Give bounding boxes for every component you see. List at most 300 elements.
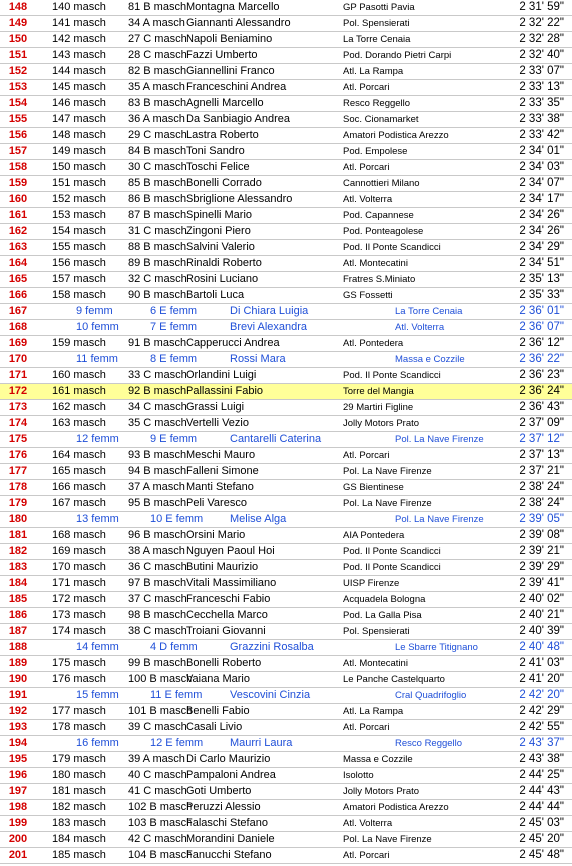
club-cell: Atl. Volterra xyxy=(395,322,445,333)
category-rank-cell: 31 C masch xyxy=(128,225,187,237)
result-row xyxy=(0,464,572,480)
athlete-name-cell: Meschi Mauro xyxy=(186,449,256,461)
club-cell: Atl. Porcari xyxy=(343,82,390,93)
category-rank-cell: 8 E femm xyxy=(150,353,198,365)
result-row xyxy=(0,512,572,528)
gender-rank-cell: 174 masch xyxy=(52,625,106,637)
result-row xyxy=(0,480,572,496)
position-cell: 171 xyxy=(8,369,28,381)
gender-rank-cell: 150 masch xyxy=(52,161,106,173)
position-cell: 177 xyxy=(8,465,28,477)
position-cell: 158 xyxy=(8,161,28,173)
position-cell: 163 xyxy=(8,241,28,253)
gender-rank-cell: 16 femm xyxy=(76,737,119,749)
finish-time-cell: 2 31' 59" xyxy=(519,1,564,13)
position-cell: 159 xyxy=(8,177,28,189)
gender-rank-cell: 149 masch xyxy=(52,145,106,157)
athlete-name-cell: Montagna Marcello xyxy=(186,1,280,13)
category-rank-cell: 104 B masch xyxy=(128,849,193,861)
athlete-name-cell: Fanucchi Stefano xyxy=(186,849,272,861)
finish-time-cell: 2 36' 24" xyxy=(519,385,564,397)
category-rank-cell: 92 B masch xyxy=(128,385,187,397)
result-row xyxy=(0,528,572,544)
athlete-name-cell: Di Chiara Luigia xyxy=(230,305,309,317)
position-cell: 157 xyxy=(8,145,28,157)
category-rank-cell: 98 B masch xyxy=(128,609,187,621)
position-cell: 165 xyxy=(8,273,28,285)
athlete-name-cell: Franceschini Andrea xyxy=(186,81,287,93)
finish-time-cell: 2 34' 17" xyxy=(519,193,564,205)
finish-time-cell: 2 39' 05" xyxy=(519,513,564,525)
athlete-name-cell: Zingoni Piero xyxy=(186,225,251,237)
gender-rank-cell: 140 masch xyxy=(52,1,106,13)
athlete-name-cell: Troiani Giovanni xyxy=(186,625,266,637)
gender-rank-cell: 163 masch xyxy=(52,417,106,429)
finish-time-cell: 2 37' 13" xyxy=(519,449,564,461)
position-cell: 197 xyxy=(8,785,28,797)
finish-time-cell: 2 39' 29" xyxy=(519,561,564,573)
athlete-name-cell: Melise Alga xyxy=(230,513,287,525)
finish-time-cell: 2 38' 24" xyxy=(519,481,564,493)
position-cell: 161 xyxy=(8,209,28,221)
finish-time-cell: 2 33' 13" xyxy=(519,81,564,93)
finish-time-cell: 2 44' 25" xyxy=(519,769,564,781)
position-cell: 150 xyxy=(8,33,28,45)
gender-rank-cell: 171 masch xyxy=(52,577,106,589)
result-row xyxy=(0,240,572,256)
finish-time-cell: 2 43' 37" xyxy=(519,737,564,749)
athlete-name-cell: Grassi Luigi xyxy=(186,401,245,413)
position-cell: 152 xyxy=(8,65,28,77)
result-row xyxy=(0,128,572,144)
category-rank-cell: 39 A masch xyxy=(128,753,185,765)
club-cell: Atl. Montecatini xyxy=(343,258,408,269)
category-rank-cell: 90 B masch xyxy=(128,289,187,301)
position-cell: 200 xyxy=(8,833,28,845)
athlete-name-cell: Pampaloni Andrea xyxy=(186,769,276,781)
position-cell: 156 xyxy=(8,129,28,141)
athlete-name-cell: Lastra Roberto xyxy=(186,129,259,141)
gender-rank-cell: 165 masch xyxy=(52,465,106,477)
athlete-name-cell: Orsini Mario xyxy=(186,529,246,541)
position-cell: 180 xyxy=(8,513,28,525)
athlete-name-cell: Toni Sandro xyxy=(186,145,245,157)
category-rank-cell: 33 C masch xyxy=(128,369,187,381)
category-rank-cell: 37 A masch xyxy=(128,481,185,493)
category-rank-cell: 85 B masch xyxy=(128,177,187,189)
club-cell: La Torre Cenaia xyxy=(395,306,463,317)
athlete-name-cell: Vaiana Mario xyxy=(186,673,250,685)
finish-time-cell: 2 34' 01" xyxy=(519,145,564,157)
position-cell: 169 xyxy=(8,337,28,349)
club-cell: Resco Reggello xyxy=(395,738,463,749)
gender-rank-cell: 167 masch xyxy=(52,497,106,509)
finish-time-cell: 2 40' 21" xyxy=(519,609,564,621)
position-cell: 192 xyxy=(8,705,28,717)
athlete-name-cell: Falaschi Stefano xyxy=(186,817,268,829)
gender-rank-cell: 184 masch xyxy=(52,833,106,845)
club-cell: Jolly Motors Prato xyxy=(343,418,420,429)
club-cell: Massa e Cozzile xyxy=(343,754,413,765)
gender-rank-cell: 148 masch xyxy=(52,129,106,141)
category-rank-cell: 4 D femm xyxy=(150,641,198,653)
athlete-name-cell: Capperucci Andrea xyxy=(186,337,280,349)
club-cell: Pod. Il Ponte Scandicci xyxy=(343,546,441,557)
category-rank-cell: 6 E femm xyxy=(150,305,198,317)
result-row xyxy=(0,400,572,416)
club-cell: Cral Quadrifoglio xyxy=(395,690,467,701)
category-rank-cell: 36 A masch xyxy=(128,113,185,125)
category-rank-cell: 88 B masch xyxy=(128,241,187,253)
category-rank-cell: 40 C masch xyxy=(128,769,187,781)
position-cell: 188 xyxy=(8,641,28,653)
club-cell: Atl. Pontedera xyxy=(343,338,404,349)
category-rank-cell: 9 E femm xyxy=(150,433,198,445)
category-rank-cell: 38 C masch xyxy=(128,625,187,637)
result-row xyxy=(0,608,572,624)
club-cell: Atl. Volterra xyxy=(343,818,393,829)
position-cell: 154 xyxy=(8,97,28,109)
finish-time-cell: 2 34' 26" xyxy=(519,225,564,237)
result-row xyxy=(0,32,572,48)
result-row xyxy=(0,432,572,448)
result-row xyxy=(0,736,572,752)
gender-rank-cell: 175 masch xyxy=(52,657,106,669)
club-cell: Acquadela Bologna xyxy=(343,594,426,605)
club-cell: Pol. Spensierati xyxy=(343,626,410,637)
category-rank-cell: 96 B masch xyxy=(128,529,187,541)
finish-time-cell: 2 36' 12" xyxy=(519,337,564,349)
category-rank-cell: 28 C masch xyxy=(128,49,187,61)
athlete-name-cell: Fazzi Umberto xyxy=(186,49,258,61)
category-rank-cell: 102 B masch xyxy=(128,801,193,813)
club-cell: Atl. Porcari xyxy=(343,722,390,733)
result-row xyxy=(0,256,572,272)
finish-time-cell: 2 35' 33" xyxy=(519,289,564,301)
position-cell: 190 xyxy=(8,673,28,685)
result-row xyxy=(0,368,572,384)
gender-rank-cell: 11 femm xyxy=(76,353,118,365)
position-cell: 172 xyxy=(8,385,28,397)
gender-rank-cell: 185 masch xyxy=(52,849,106,861)
gender-rank-cell: 157 masch xyxy=(52,273,106,285)
result-row xyxy=(0,832,572,848)
result-row xyxy=(0,784,572,800)
athlete-name-cell: Orlandini Luigi xyxy=(186,369,257,381)
gender-rank-cell: 160 masch xyxy=(52,369,106,381)
club-cell: Jolly Motors Prato xyxy=(343,786,420,797)
club-cell: Pod. Il Ponte Scandicci xyxy=(343,562,441,573)
category-rank-cell: 95 B masch xyxy=(128,497,187,509)
gender-rank-cell: 14 femm xyxy=(76,641,119,653)
position-cell: 184 xyxy=(8,577,28,589)
finish-time-cell: 2 32' 22" xyxy=(519,17,564,29)
category-rank-cell: 89 B masch xyxy=(128,257,187,269)
gender-rank-cell: 156 masch xyxy=(52,257,106,269)
gender-rank-cell: 143 masch xyxy=(52,49,106,61)
result-row xyxy=(0,496,572,512)
athlete-name-cell: Butini Maurizio xyxy=(186,561,259,573)
category-rank-cell: 101 B masch xyxy=(128,705,193,717)
finish-time-cell: 2 33' 35" xyxy=(519,97,564,109)
club-cell: Soc. Cionamarket xyxy=(343,114,419,125)
result-row xyxy=(0,544,572,560)
result-row xyxy=(0,848,572,864)
club-cell: Pol. La Nave Firenze xyxy=(343,498,432,509)
position-cell: 196 xyxy=(8,769,28,781)
finish-time-cell: 2 36' 01" xyxy=(519,305,564,317)
result-row xyxy=(0,448,572,464)
club-cell: Cannottieri Milano xyxy=(343,178,420,189)
category-rank-cell: 97 B masch xyxy=(128,577,187,589)
gender-rank-cell: 155 masch xyxy=(52,241,106,253)
athlete-name-cell: Vertelli Vezio xyxy=(186,417,249,429)
finish-time-cell: 2 37' 12" xyxy=(519,433,564,445)
athlete-name-cell: Rossi Mara xyxy=(230,353,286,365)
category-rank-cell: 84 B masch xyxy=(128,145,187,157)
club-cell: Atl. Porcari xyxy=(343,850,390,861)
finish-time-cell: 2 36' 22" xyxy=(519,353,564,365)
position-cell: 194 xyxy=(8,737,28,749)
position-cell: 182 xyxy=(8,545,28,557)
category-rank-cell: 29 C masch xyxy=(128,129,187,141)
athlete-name-cell: Maurri Laura xyxy=(230,737,293,749)
category-rank-cell: 32 C masch xyxy=(128,273,187,285)
category-rank-cell: 94 B masch xyxy=(128,465,187,477)
club-cell: Massa e Cozzile xyxy=(395,354,465,365)
position-cell: 198 xyxy=(8,801,28,813)
position-cell: 193 xyxy=(8,721,28,733)
gender-rank-cell: 153 masch xyxy=(52,209,106,221)
result-row xyxy=(0,208,572,224)
club-cell: Isolotto xyxy=(343,770,374,781)
finish-time-cell: 2 37' 09" xyxy=(519,417,564,429)
position-cell: 168 xyxy=(8,321,28,333)
athlete-name-cell: Grazzini Rosalba xyxy=(230,641,314,653)
position-cell: 151 xyxy=(8,49,28,61)
club-cell: Pol. La Nave Firenze xyxy=(343,834,432,845)
position-cell: 189 xyxy=(8,657,28,669)
club-cell: Fratres S.Miniato xyxy=(343,274,416,285)
category-rank-cell: 10 E femm xyxy=(150,513,204,525)
result-row xyxy=(0,416,572,432)
athlete-name-cell: Bonelli Roberto xyxy=(186,657,262,669)
position-cell: 191 xyxy=(8,689,28,701)
athlete-name-cell: Casali Livio xyxy=(186,721,243,733)
result-row xyxy=(0,656,572,672)
category-rank-cell: 37 C masch xyxy=(128,593,187,605)
club-cell: Pod. La Galla Pisa xyxy=(343,610,422,621)
category-rank-cell: 34 C masch xyxy=(128,401,187,413)
gender-rank-cell: 12 femm xyxy=(76,433,119,445)
finish-time-cell: 2 33' 07" xyxy=(519,65,564,77)
category-rank-cell: 100 B masch xyxy=(128,673,193,685)
athlete-name-cell: Giannanti Alessandro xyxy=(186,17,291,29)
gender-rank-cell: 173 masch xyxy=(52,609,106,621)
athlete-name-cell: Peli Varesco xyxy=(186,497,247,509)
position-cell: 185 xyxy=(8,593,28,605)
club-cell: Pod. Capannese xyxy=(343,210,414,221)
finish-time-cell: 2 40' 39" xyxy=(519,625,564,637)
result-row xyxy=(0,720,572,736)
result-row xyxy=(0,592,572,608)
result-row xyxy=(0,336,572,352)
athlete-name-cell: Vescovini Cinzia xyxy=(230,689,311,701)
gender-rank-cell: 166 masch xyxy=(52,481,106,493)
finish-time-cell: 2 43' 38" xyxy=(519,753,564,765)
athlete-name-cell: Toschi Felice xyxy=(186,161,250,173)
position-cell: 178 xyxy=(8,481,28,493)
club-cell: GS Fossetti xyxy=(343,290,393,301)
club-cell: Amatori Podistica Arezzo xyxy=(343,130,449,141)
result-row xyxy=(0,0,572,16)
finish-time-cell: 2 32' 40" xyxy=(519,49,564,61)
athlete-name-cell: Sbriglione Alessandro xyxy=(186,193,293,205)
category-rank-cell: 11 E femm xyxy=(150,689,203,701)
result-row xyxy=(0,352,572,368)
finish-time-cell: 2 45' 48" xyxy=(519,849,564,861)
position-cell: 199 xyxy=(8,817,28,829)
finish-time-cell: 2 44' 43" xyxy=(519,785,564,797)
gender-rank-cell: 170 masch xyxy=(52,561,106,573)
athlete-name-cell: Di Carlo Maurizio xyxy=(186,753,271,765)
finish-time-cell: 2 42' 29" xyxy=(519,705,564,717)
finish-time-cell: 2 42' 55" xyxy=(519,721,564,733)
result-row xyxy=(0,112,572,128)
finish-time-cell: 2 39' 41" xyxy=(519,577,564,589)
club-cell: Pod. Dorando Pietri Carpi xyxy=(343,50,452,61)
position-cell: 174 xyxy=(8,417,28,429)
result-row xyxy=(0,320,572,336)
gender-rank-cell: 151 masch xyxy=(52,177,106,189)
club-cell: UISP Firenze xyxy=(343,578,400,589)
gender-rank-cell: 176 masch xyxy=(52,673,106,685)
gender-rank-cell: 168 masch xyxy=(52,529,106,541)
gender-rank-cell: 161 masch xyxy=(52,385,106,397)
position-cell: 160 xyxy=(8,193,28,205)
athlete-name-cell: Cantarelli Caterina xyxy=(230,433,322,445)
gender-rank-cell: 10 femm xyxy=(76,321,119,333)
result-row xyxy=(0,816,572,832)
athlete-name-cell: Benelli Fabio xyxy=(186,705,250,717)
result-row xyxy=(0,768,572,784)
position-cell: 148 xyxy=(8,1,28,13)
category-rank-cell: 12 E femm xyxy=(150,737,204,749)
finish-time-cell: 2 41' 20" xyxy=(519,673,564,685)
result-row xyxy=(0,160,572,176)
finish-time-cell: 2 33' 38" xyxy=(519,113,564,125)
club-cell: 29 Martiri Figline xyxy=(343,402,414,413)
club-cell: La Torre Cenaia xyxy=(343,34,411,45)
result-row xyxy=(0,80,572,96)
position-cell: 162 xyxy=(8,225,28,237)
athlete-name-cell: Spinelli Mario xyxy=(186,209,253,221)
position-cell: 155 xyxy=(8,113,28,125)
gender-rank-cell: 147 masch xyxy=(52,113,106,125)
finish-time-cell: 2 44' 44" xyxy=(519,801,564,813)
category-rank-cell: 82 B masch xyxy=(128,65,187,77)
position-cell: 187 xyxy=(8,625,28,637)
position-cell: 175 xyxy=(8,433,28,445)
gender-rank-cell: 183 masch xyxy=(52,817,106,829)
club-cell: Atl. Porcari xyxy=(343,450,390,461)
athlete-name-cell: Salvini Valerio xyxy=(186,241,255,253)
result-row xyxy=(0,624,572,640)
finish-time-cell: 2 34' 07" xyxy=(519,177,564,189)
gender-rank-cell: 144 masch xyxy=(52,65,106,77)
gender-rank-cell: 182 masch xyxy=(52,801,106,813)
category-rank-cell: 27 C masch xyxy=(128,33,187,45)
category-rank-cell: 103 B masch xyxy=(128,817,193,829)
club-cell: Torre del Mangia xyxy=(343,386,414,397)
position-cell: 195 xyxy=(8,753,28,765)
athlete-name-cell: Rosini Luciano xyxy=(186,273,259,285)
athlete-name-cell: Bonelli Corrado xyxy=(186,177,262,189)
club-cell: GS Bientinese xyxy=(343,482,404,493)
position-cell: 153 xyxy=(8,81,28,93)
club-cell: Pod. Ponteagolese xyxy=(343,226,424,237)
club-cell: Atl. La Rampa xyxy=(343,706,404,717)
category-rank-cell: 99 B masch xyxy=(128,657,187,669)
finish-time-cell: 2 34' 26" xyxy=(519,209,564,221)
result-row xyxy=(0,640,572,656)
category-rank-cell: 86 B masch xyxy=(128,193,187,205)
finish-time-cell: 2 40' 48" xyxy=(519,641,564,653)
gender-rank-cell: 142 masch xyxy=(52,33,106,45)
athlete-name-cell: Peruzzi Alessio xyxy=(186,801,261,813)
result-row xyxy=(0,144,572,160)
category-rank-cell: 81 B masch xyxy=(128,1,187,13)
gender-rank-cell: 141 masch xyxy=(52,17,106,29)
finish-time-cell: 2 32' 28" xyxy=(519,33,564,45)
result-row xyxy=(0,560,572,576)
finish-time-cell: 2 42' 20" xyxy=(519,689,564,701)
finish-time-cell: 2 39' 08" xyxy=(519,529,564,541)
club-cell: Atl. Volterra xyxy=(343,194,393,205)
gender-rank-cell: 146 masch xyxy=(52,97,106,109)
result-row xyxy=(0,576,572,592)
result-row xyxy=(0,704,572,720)
result-row xyxy=(0,272,572,288)
result-row xyxy=(0,304,572,320)
position-cell: 179 xyxy=(8,497,28,509)
athlete-name-cell: Da Sanbiagio Andrea xyxy=(186,113,290,125)
gender-rank-cell: 158 masch xyxy=(52,289,106,301)
athlete-name-cell: Vitali Massimiliano xyxy=(186,577,277,589)
category-rank-cell: 83 B masch xyxy=(128,97,187,109)
finish-time-cell: 2 34' 03" xyxy=(519,161,564,173)
finish-time-cell: 2 37' 21" xyxy=(519,465,564,477)
finish-time-cell: 2 45' 20" xyxy=(519,833,564,845)
position-cell: 183 xyxy=(8,561,28,573)
gender-rank-cell: 154 masch xyxy=(52,225,106,237)
finish-time-cell: 2 34' 29" xyxy=(519,241,564,253)
category-rank-cell: 39 C masch xyxy=(128,721,187,733)
finish-time-cell: 2 36' 23" xyxy=(519,369,564,381)
athlete-name-cell: Goti Umberto xyxy=(186,785,252,797)
category-rank-cell: 41 C masch xyxy=(128,785,187,797)
club-cell: GP Pasotti Pavia xyxy=(343,2,415,13)
club-cell: Pod. Il Ponte Scandicci xyxy=(343,242,441,253)
athlete-name-cell: Manti Stefano xyxy=(186,481,254,493)
result-row xyxy=(0,288,572,304)
athlete-name-cell: Giannellini Franco xyxy=(186,65,275,77)
club-cell: Atl. Porcari xyxy=(343,162,390,173)
gender-rank-cell: 180 masch xyxy=(52,769,106,781)
finish-time-cell: 2 36' 07" xyxy=(519,321,564,333)
result-row xyxy=(0,16,572,32)
category-rank-cell: 7 E femm xyxy=(150,321,198,333)
